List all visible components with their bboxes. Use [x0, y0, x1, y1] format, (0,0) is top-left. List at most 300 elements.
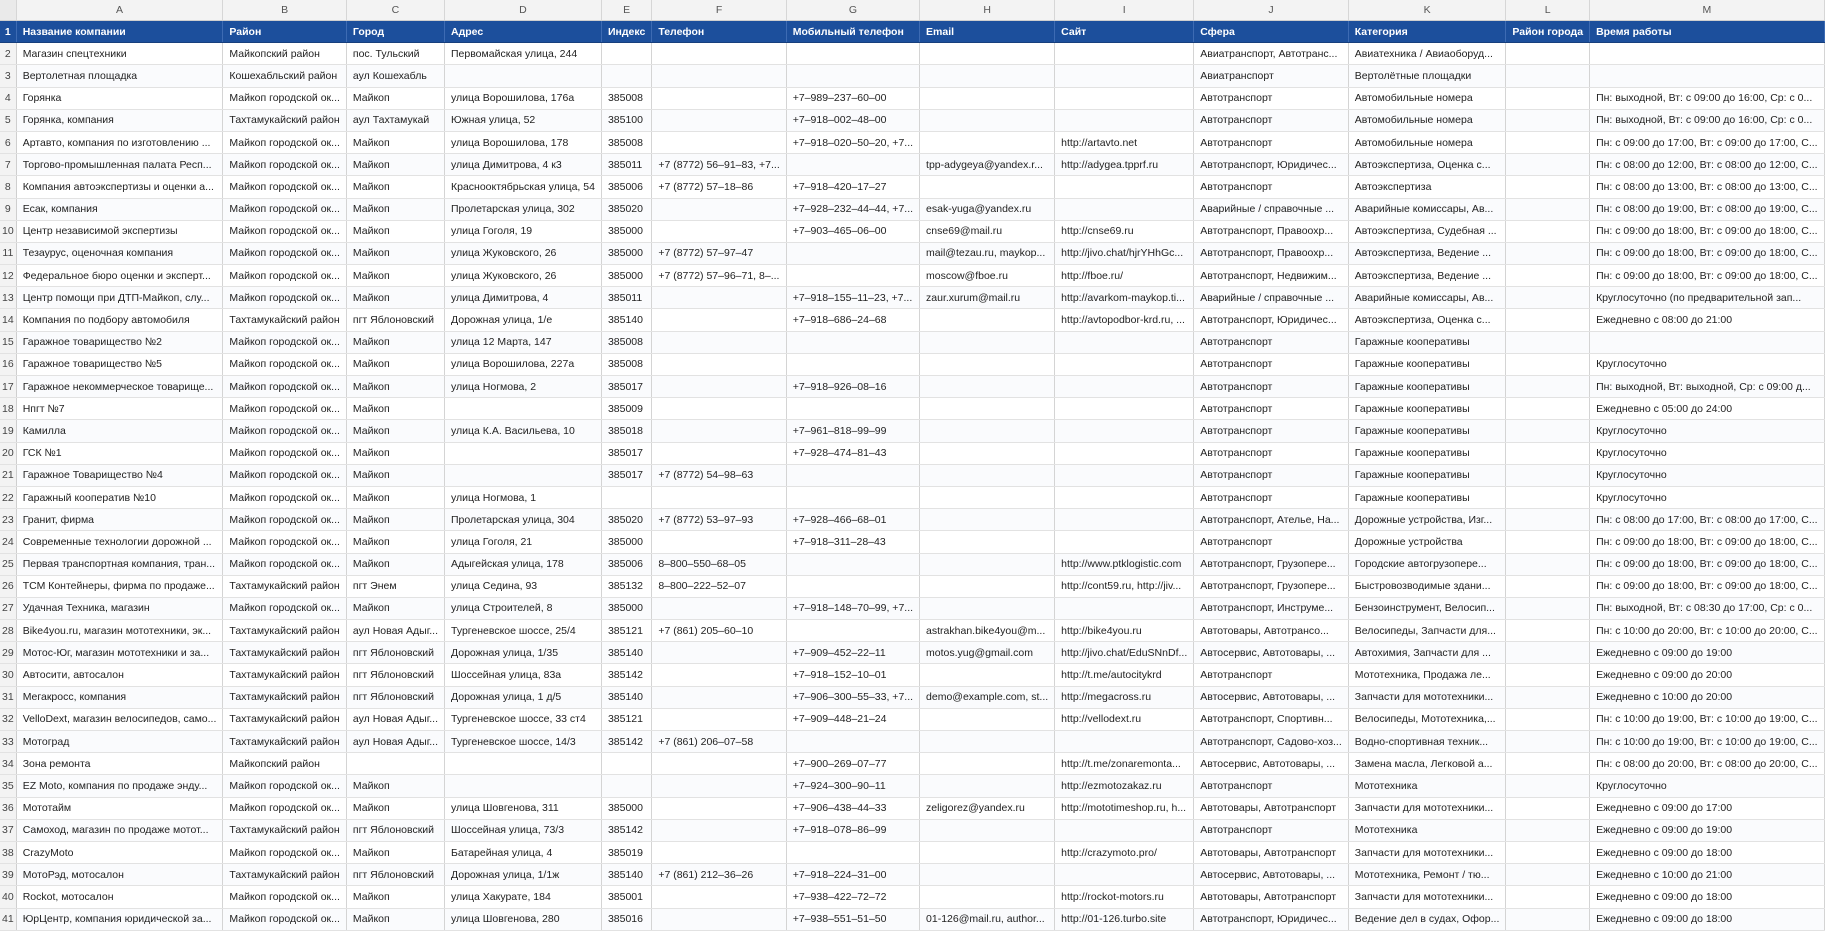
table-cell[interactable]: Гаражное товарищество №2: [16, 331, 223, 353]
table-cell[interactable]: [445, 753, 602, 775]
table-cell[interactable]: Майкоп: [346, 531, 444, 553]
row-number[interactable]: 39: [0, 864, 16, 886]
row-number[interactable]: 18: [0, 398, 16, 420]
table-cell[interactable]: [1506, 664, 1590, 686]
table-cell[interactable]: [1055, 353, 1194, 375]
table-cell[interactable]: 385000: [601, 265, 651, 287]
table-cell[interactable]: Тургеневское шоссе, 25/4: [445, 620, 602, 642]
table-cell[interactable]: 385140: [601, 686, 651, 708]
table-cell[interactable]: [652, 908, 786, 930]
table-cell[interactable]: esak-yuga@yandex.ru: [920, 198, 1055, 220]
table-cell[interactable]: [1506, 775, 1590, 797]
table-cell[interactable]: Автотранспорт, Юридичес...: [1194, 154, 1349, 176]
table-cell[interactable]: +7‒918‒148‒70‒99, +7...: [786, 597, 919, 619]
table-cell[interactable]: Автотранспорт: [1194, 442, 1349, 464]
column-letter-g[interactable]: G: [786, 0, 919, 21]
table-cell[interactable]: +7 (8772) 54‒98‒63: [652, 464, 786, 486]
table-cell[interactable]: [346, 753, 444, 775]
table-cell[interactable]: [1590, 331, 1825, 353]
table-cell[interactable]: [1506, 87, 1590, 109]
table-cell[interactable]: улица Шовгенова, 311: [445, 797, 602, 819]
table-cell[interactable]: Круглосуточно: [1590, 775, 1825, 797]
table-cell[interactable]: [1506, 553, 1590, 575]
table-cell[interactable]: http://cont59.ru, http://jiv...: [1055, 575, 1194, 597]
table-cell[interactable]: Федеральное бюро оценки и эксперт...: [16, 265, 223, 287]
table-cell[interactable]: http://jivo.chat/hjrYHhGc...: [1055, 242, 1194, 264]
row-number[interactable]: 15: [0, 331, 16, 353]
table-cell[interactable]: пгт Яблоновский: [346, 642, 444, 664]
table-cell[interactable]: Пролетарская улица, 302: [445, 198, 602, 220]
table-cell[interactable]: 385001: [601, 886, 651, 908]
table-cell[interactable]: Дорожная улица, 1 д/5: [445, 686, 602, 708]
table-cell[interactable]: Пн: с 10:00 до 19:00, Вт: с 10:00 до 19:00, С...: [1590, 731, 1825, 753]
table-cell[interactable]: 385018: [601, 420, 651, 442]
table-cell[interactable]: [652, 686, 786, 708]
table-cell[interactable]: улица Димитрова, 4 к3: [445, 154, 602, 176]
table-cell[interactable]: Авиатранспорт: [1194, 65, 1349, 87]
table-cell[interactable]: http://www.ptklogistic.com: [1055, 553, 1194, 575]
table-cell[interactable]: [920, 331, 1055, 353]
table-cell[interactable]: Гранит, фирма: [16, 509, 223, 531]
table-cell[interactable]: Майкоп городской ок...: [223, 486, 347, 508]
table-cell[interactable]: Майкоп: [346, 597, 444, 619]
table-cell[interactable]: Майкоп городской ок...: [223, 442, 347, 464]
column-letter-c[interactable]: C: [346, 0, 444, 21]
table-cell[interactable]: Артавто, компания по изготовлению ...: [16, 131, 223, 153]
header-cell[interactable]: Адрес: [445, 21, 602, 43]
table-cell[interactable]: [786, 464, 919, 486]
table-cell[interactable]: +7‒961‒818‒99‒99: [786, 420, 919, 442]
table-cell[interactable]: [1506, 131, 1590, 153]
header-cell[interactable]: Сайт: [1055, 21, 1194, 43]
table-cell[interactable]: [652, 287, 786, 309]
header-cell[interactable]: Время работы: [1590, 21, 1825, 43]
table-cell[interactable]: Замена масла, Легковой а...: [1348, 753, 1506, 775]
column-letter-e[interactable]: E: [601, 0, 651, 21]
table-cell[interactable]: Автотовары, Автотрансо...: [1194, 620, 1349, 642]
table-cell[interactable]: Майкоп: [346, 131, 444, 153]
table-cell[interactable]: +7‒938‒422‒72‒72: [786, 886, 919, 908]
table-cell[interactable]: [920, 531, 1055, 553]
table-cell[interactable]: Автотранспорт: [1194, 331, 1349, 353]
table-cell[interactable]: Мотос-Юг, магазин мототехники и за...: [16, 642, 223, 664]
table-cell[interactable]: Тезаурус, оценочная компания: [16, 242, 223, 264]
column-letter-h[interactable]: H: [920, 0, 1055, 21]
table-cell[interactable]: [920, 176, 1055, 198]
table-cell[interactable]: 385142: [601, 819, 651, 841]
header-cell[interactable]: Категория: [1348, 21, 1506, 43]
table-cell[interactable]: [445, 398, 602, 420]
table-cell[interactable]: Городские автогрузопере...: [1348, 553, 1506, 575]
table-cell[interactable]: [1055, 198, 1194, 220]
table-cell[interactable]: Дорожная улица, 1/1ж: [445, 864, 602, 886]
table-cell[interactable]: Майкоп городской ок...: [223, 531, 347, 553]
table-cell[interactable]: Майкоп городской ок...: [223, 376, 347, 398]
table-cell[interactable]: Ежедневно с 09:00 до 19:00: [1590, 642, 1825, 664]
table-cell[interactable]: улица Ворошилова, 176а: [445, 87, 602, 109]
table-cell[interactable]: Майкоп городской ок...: [223, 420, 347, 442]
row-number[interactable]: 23: [0, 509, 16, 531]
table-cell[interactable]: Ежедневно с 09:00 до 20:00: [1590, 664, 1825, 686]
row-number[interactable]: 11: [0, 242, 16, 264]
table-cell[interactable]: Автотранспорт, Недвижим...: [1194, 265, 1349, 287]
table-cell[interactable]: ГСК №1: [16, 442, 223, 464]
table-cell[interactable]: Дорожные устройства, Изг...: [1348, 509, 1506, 531]
table-cell[interactable]: улица К.А. Васильева, 10: [445, 420, 602, 442]
column-letter-f[interactable]: F: [652, 0, 786, 21]
table-cell[interactable]: Вертолетная площадка: [16, 65, 223, 87]
table-cell[interactable]: [1506, 509, 1590, 531]
table-cell[interactable]: [786, 265, 919, 287]
table-cell[interactable]: +7‒909‒452‒22‒11: [786, 642, 919, 664]
table-cell[interactable]: Майкоп: [346, 287, 444, 309]
table-cell[interactable]: [920, 376, 1055, 398]
row-number[interactable]: 3: [0, 65, 16, 87]
table-cell[interactable]: Авиатехника / Авиаоборуд...: [1348, 43, 1506, 65]
table-cell[interactable]: [786, 43, 919, 65]
table-cell[interactable]: [652, 531, 786, 553]
table-cell[interactable]: 385121: [601, 620, 651, 642]
table-cell[interactable]: 385020: [601, 509, 651, 531]
table-cell[interactable]: +7‒909‒448‒21‒24: [786, 708, 919, 730]
table-cell[interactable]: [1506, 575, 1590, 597]
table-cell[interactable]: +7‒989‒237‒60‒00: [786, 87, 919, 109]
select-all-corner[interactable]: [0, 0, 16, 21]
table-cell[interactable]: Пн: с 09:00 до 18:00, Вт: с 09:00 до 18:00, С...: [1590, 553, 1825, 575]
table-cell[interactable]: улица Шовгенова, 280: [445, 908, 602, 930]
table-cell[interactable]: Мототехника, Ремонт / тю...: [1348, 864, 1506, 886]
row-number[interactable]: 17: [0, 376, 16, 398]
table-cell[interactable]: http://t.me/autocitykrd: [1055, 664, 1194, 686]
table-cell[interactable]: Майкоп: [346, 176, 444, 198]
row-number[interactable]: 26: [0, 575, 16, 597]
table-cell[interactable]: Тахтамукайский район: [223, 664, 347, 686]
table-cell[interactable]: +7 (8772) 57‒97‒47: [652, 242, 786, 264]
table-cell[interactable]: [601, 753, 651, 775]
table-cell[interactable]: аул Новая Адыг...: [346, 620, 444, 642]
table-cell[interactable]: Удачная Техника, магазин: [16, 597, 223, 619]
table-cell[interactable]: [652, 353, 786, 375]
table-cell[interactable]: Пн: с 08:00 до 13:00, Вт: с 08:00 до 13:00, С...: [1590, 176, 1825, 198]
table-cell[interactable]: Тахтамукайский район: [223, 575, 347, 597]
table-cell[interactable]: Гаражное товарищество №5: [16, 353, 223, 375]
table-cell[interactable]: http://crazymoto.pro/: [1055, 841, 1194, 863]
table-cell[interactable]: Велосипеды, Мототехника,...: [1348, 708, 1506, 730]
table-cell[interactable]: http://avarkom-maykop.ti...: [1055, 287, 1194, 309]
table-cell[interactable]: 385142: [601, 664, 651, 686]
row-number[interactable]: 5: [0, 109, 16, 131]
row-number[interactable]: 41: [0, 908, 16, 930]
table-cell[interactable]: Дорожные устройства: [1348, 531, 1506, 553]
table-cell[interactable]: 385019: [601, 841, 651, 863]
table-cell[interactable]: [1055, 376, 1194, 398]
table-cell[interactable]: [652, 886, 786, 908]
row-number[interactable]: 13: [0, 287, 16, 309]
table-cell[interactable]: Гаражное Товарищество №4: [16, 464, 223, 486]
table-cell[interactable]: 385000: [601, 531, 651, 553]
table-cell[interactable]: Кошехабльский район: [223, 65, 347, 87]
table-cell[interactable]: 385017: [601, 464, 651, 486]
table-cell[interactable]: Майкоп городской ок...: [223, 176, 347, 198]
header-cell[interactable]: Телефон: [652, 21, 786, 43]
table-cell[interactable]: +7‒918‒926‒08‒16: [786, 376, 919, 398]
table-cell[interactable]: [786, 620, 919, 642]
row-number[interactable]: 6: [0, 131, 16, 153]
table-cell[interactable]: Майкоп: [346, 464, 444, 486]
table-cell[interactable]: Автотранспорт, Правоохр...: [1194, 220, 1349, 242]
table-cell[interactable]: [652, 65, 786, 87]
table-cell[interactable]: [1055, 731, 1194, 753]
table-cell[interactable]: [1506, 597, 1590, 619]
table-cell[interactable]: Майкоп: [346, 420, 444, 442]
table-cell[interactable]: +7‒918‒311‒28‒43: [786, 531, 919, 553]
table-cell[interactable]: Майкоп: [346, 198, 444, 220]
table-cell[interactable]: [920, 131, 1055, 153]
table-cell[interactable]: 385011: [601, 154, 651, 176]
table-cell[interactable]: Мототехника: [1348, 775, 1506, 797]
table-cell[interactable]: Гаражные кооперативы: [1348, 464, 1506, 486]
table-cell[interactable]: [1055, 43, 1194, 65]
table-cell[interactable]: [1055, 531, 1194, 553]
table-cell[interactable]: пгт Яблоновский: [346, 309, 444, 331]
table-cell[interactable]: +7‒928‒232‒44‒44, +7...: [786, 198, 919, 220]
table-cell[interactable]: Майкоп городской ок...: [223, 553, 347, 575]
table-cell[interactable]: 385020: [601, 198, 651, 220]
table-cell[interactable]: [786, 242, 919, 264]
table-cell[interactable]: [786, 553, 919, 575]
table-cell[interactable]: Гаражные кооперативы: [1348, 331, 1506, 353]
row-number[interactable]: 24: [0, 531, 16, 553]
table-cell[interactable]: Запчасти для мототехники...: [1348, 886, 1506, 908]
table-cell[interactable]: [920, 708, 1055, 730]
table-cell[interactable]: [652, 442, 786, 464]
table-cell[interactable]: Автотранспорт, Спортивн...: [1194, 708, 1349, 730]
table-cell[interactable]: http://fboe.ru/: [1055, 265, 1194, 287]
table-cell[interactable]: Адыгейская улица, 178: [445, 553, 602, 575]
table-cell[interactable]: +7‒918‒152‒10‒01: [786, 664, 919, 686]
table-cell[interactable]: [1055, 398, 1194, 420]
table-cell[interactable]: +7‒924‒300‒90‒11: [786, 775, 919, 797]
table-cell[interactable]: Гаражные кооперативы: [1348, 398, 1506, 420]
table-cell[interactable]: Автосервис, Автотовары, ...: [1194, 753, 1349, 775]
table-cell[interactable]: [652, 109, 786, 131]
table-cell[interactable]: http://mototimeshop.ru, h...: [1055, 797, 1194, 819]
table-cell[interactable]: [1055, 864, 1194, 886]
table-cell[interactable]: 385000: [601, 220, 651, 242]
table-cell[interactable]: 01-126@mail.ru, author...: [920, 908, 1055, 930]
table-cell[interactable]: Первомайская улица, 244: [445, 43, 602, 65]
table-cell[interactable]: аул Тахтамукай: [346, 109, 444, 131]
table-cell[interactable]: Тахтамукайский район: [223, 686, 347, 708]
table-cell[interactable]: Ежедневно с 09:00 до 18:00: [1590, 908, 1825, 930]
table-cell[interactable]: Быстровозводимые здани...: [1348, 575, 1506, 597]
table-cell[interactable]: Майкоп городской ок...: [223, 775, 347, 797]
table-cell[interactable]: Пн: с 08:00 до 17:00, Вт: с 08:00 до 17:00, С...: [1590, 509, 1825, 531]
table-cell[interactable]: +7‒918‒420‒17‒27: [786, 176, 919, 198]
row-number[interactable]: 1: [0, 21, 16, 43]
table-cell[interactable]: http://vellodext.ru: [1055, 708, 1194, 730]
table-cell[interactable]: [1055, 331, 1194, 353]
table-cell[interactable]: Шоссейная улица, 73/3: [445, 819, 602, 841]
table-cell[interactable]: Запчасти для мототехники...: [1348, 686, 1506, 708]
table-cell[interactable]: Тахтамукайский район: [223, 708, 347, 730]
table-cell[interactable]: Автотранспорт, Юридичес...: [1194, 908, 1349, 930]
table-cell[interactable]: Майкоп городской ок...: [223, 220, 347, 242]
table-cell[interactable]: Автоэкспертиза, Судебная ...: [1348, 220, 1506, 242]
table-cell[interactable]: Круглосуточно: [1590, 442, 1825, 464]
row-number[interactable]: 29: [0, 642, 16, 664]
table-cell[interactable]: Майкоп: [346, 841, 444, 863]
table-cell[interactable]: Майкоп: [346, 553, 444, 575]
table-cell[interactable]: Майкоп городской ок...: [223, 242, 347, 264]
table-cell[interactable]: пгт Яблоновский: [346, 686, 444, 708]
table-cell[interactable]: Майкоп городской ок...: [223, 597, 347, 619]
table-cell[interactable]: http://jivo.chat/EduSNnDf...: [1055, 642, 1194, 664]
table-cell[interactable]: [1055, 65, 1194, 87]
table-cell[interactable]: Автотовары, Автотранспорт: [1194, 886, 1349, 908]
table-cell[interactable]: 385140: [601, 642, 651, 664]
table-cell[interactable]: Гаражные кооперативы: [1348, 442, 1506, 464]
table-cell[interactable]: Компания по подбору автомобиля: [16, 309, 223, 331]
header-cell[interactable]: Сфера: [1194, 21, 1349, 43]
row-number[interactable]: 16: [0, 353, 16, 375]
table-cell[interactable]: Бензоинструмент, Велосип...: [1348, 597, 1506, 619]
table-cell[interactable]: Есак, компания: [16, 198, 223, 220]
table-cell[interactable]: [445, 464, 602, 486]
table-cell[interactable]: улица Строителей, 8: [445, 597, 602, 619]
table-cell[interactable]: http://megacross.ru: [1055, 686, 1194, 708]
table-cell[interactable]: 385016: [601, 908, 651, 930]
table-cell[interactable]: [601, 65, 651, 87]
table-cell[interactable]: Пн: выходной, Вт: с 08:30 до 17:00, Ср: с 0...: [1590, 597, 1825, 619]
header-cell[interactable]: Название компании: [16, 21, 223, 43]
row-number[interactable]: 25: [0, 553, 16, 575]
table-cell[interactable]: Майкоп: [346, 353, 444, 375]
row-number[interactable]: 36: [0, 797, 16, 819]
table-cell[interactable]: Майкоп городской ок...: [223, 908, 347, 930]
table-cell[interactable]: Гаражные кооперативы: [1348, 353, 1506, 375]
table-cell[interactable]: Автомобильные номера: [1348, 109, 1506, 131]
table-cell[interactable]: demo@example.com, st...: [920, 686, 1055, 708]
table-cell[interactable]: [445, 775, 602, 797]
table-cell[interactable]: Майкоп: [346, 398, 444, 420]
table-cell[interactable]: Запчасти для мототехники...: [1348, 797, 1506, 819]
table-cell[interactable]: [652, 420, 786, 442]
table-cell[interactable]: пгт Яблоновский: [346, 864, 444, 886]
table-cell[interactable]: Пн: с 09:00 до 18:00, Вт: с 09:00 до 18:00, С...: [1590, 531, 1825, 553]
row-number[interactable]: 33: [0, 731, 16, 753]
table-cell[interactable]: Майкоп: [346, 797, 444, 819]
table-cell[interactable]: Автоэкспертиза, Оценка с...: [1348, 309, 1506, 331]
table-cell[interactable]: +7‒928‒474‒81‒43: [786, 442, 919, 464]
column-letter-l[interactable]: L: [1506, 0, 1590, 21]
table-cell[interactable]: [652, 797, 786, 819]
table-cell[interactable]: Майкоп городской ок...: [223, 265, 347, 287]
table-cell[interactable]: 8‒800‒550‒68‒05: [652, 553, 786, 575]
table-cell[interactable]: [652, 131, 786, 153]
table-cell[interactable]: http://01-126.turbo.site: [1055, 908, 1194, 930]
table-cell[interactable]: [1506, 642, 1590, 664]
table-cell[interactable]: [1506, 109, 1590, 131]
table-cell[interactable]: Мототайм: [16, 797, 223, 819]
table-cell[interactable]: +7 (861) 212‒36‒26: [652, 864, 786, 886]
table-cell[interactable]: Майкоп городской ок...: [223, 154, 347, 176]
table-cell[interactable]: пгт Яблоновский: [346, 664, 444, 686]
table-cell[interactable]: astrakhan.bike4you@m...: [920, 620, 1055, 642]
table-cell[interactable]: Самоход, магазин по продаже мотот...: [16, 819, 223, 841]
header-cell[interactable]: Индекс: [601, 21, 651, 43]
table-cell[interactable]: [920, 864, 1055, 886]
table-cell[interactable]: Автотранспорт: [1194, 464, 1349, 486]
table-cell[interactable]: 385132: [601, 575, 651, 597]
table-cell[interactable]: Автотранспорт: [1194, 353, 1349, 375]
table-cell[interactable]: 385140: [601, 864, 651, 886]
row-number[interactable]: 31: [0, 686, 16, 708]
table-cell[interactable]: Майкоп: [346, 376, 444, 398]
table-cell[interactable]: mail@tezau.ru, maykop...: [920, 242, 1055, 264]
table-cell[interactable]: Майкоп: [346, 442, 444, 464]
table-cell[interactable]: [920, 43, 1055, 65]
table-cell[interactable]: Майкоп городской ок...: [223, 131, 347, 153]
table-cell[interactable]: +7‒918‒020‒50‒20, +7...: [786, 131, 919, 153]
table-cell[interactable]: Ежедневно с 09:00 до 18:00: [1590, 886, 1825, 908]
table-cell[interactable]: Гаражный кооператив №10: [16, 486, 223, 508]
table-cell[interactable]: [445, 65, 602, 87]
table-cell[interactable]: [445, 442, 602, 464]
table-cell[interactable]: [920, 398, 1055, 420]
table-cell[interactable]: Майкоп: [346, 242, 444, 264]
table-cell[interactable]: Майкоп: [346, 154, 444, 176]
table-cell[interactable]: motos.yug@gmail.com: [920, 642, 1055, 664]
table-cell[interactable]: http://t.me/zonaremonta...: [1055, 753, 1194, 775]
header-cell[interactable]: Район города: [1506, 21, 1590, 43]
row-number[interactable]: 28: [0, 620, 16, 642]
table-cell[interactable]: [1506, 797, 1590, 819]
table-cell[interactable]: [1506, 331, 1590, 353]
table-cell[interactable]: [1506, 531, 1590, 553]
column-letter-d[interactable]: D: [445, 0, 602, 21]
table-cell[interactable]: Автотранспорт: [1194, 664, 1349, 686]
table-cell[interactable]: Майкоп: [346, 908, 444, 930]
table-cell[interactable]: [920, 819, 1055, 841]
table-cell[interactable]: [652, 753, 786, 775]
header-cell[interactable]: Район: [223, 21, 347, 43]
table-cell[interactable]: Майкоп: [346, 486, 444, 508]
table-cell[interactable]: [652, 819, 786, 841]
table-cell[interactable]: [1055, 464, 1194, 486]
column-letter-a[interactable]: A: [16, 0, 223, 21]
table-cell[interactable]: Горянка, компания: [16, 109, 223, 131]
table-cell[interactable]: пгт Энем: [346, 575, 444, 597]
table-cell[interactable]: Автотранспорт: [1194, 486, 1349, 508]
table-cell[interactable]: [1590, 65, 1825, 87]
table-cell[interactable]: [652, 43, 786, 65]
table-cell[interactable]: moscow@fboe.ru: [920, 265, 1055, 287]
table-cell[interactable]: [652, 664, 786, 686]
table-cell[interactable]: [1506, 486, 1590, 508]
table-cell[interactable]: [1055, 819, 1194, 841]
table-cell[interactable]: [1506, 43, 1590, 65]
table-cell[interactable]: Пн: выходной, Вт: с 09:00 до 16:00, Ср: с 0...: [1590, 109, 1825, 131]
table-cell[interactable]: 385000: [601, 797, 651, 819]
table-cell[interactable]: [1506, 242, 1590, 264]
table-cell[interactable]: [786, 65, 919, 87]
table-cell[interactable]: [1506, 154, 1590, 176]
table-cell[interactable]: [1055, 87, 1194, 109]
row-number[interactable]: 34: [0, 753, 16, 775]
table-cell[interactable]: [1506, 908, 1590, 930]
row-number[interactable]: 12: [0, 265, 16, 287]
